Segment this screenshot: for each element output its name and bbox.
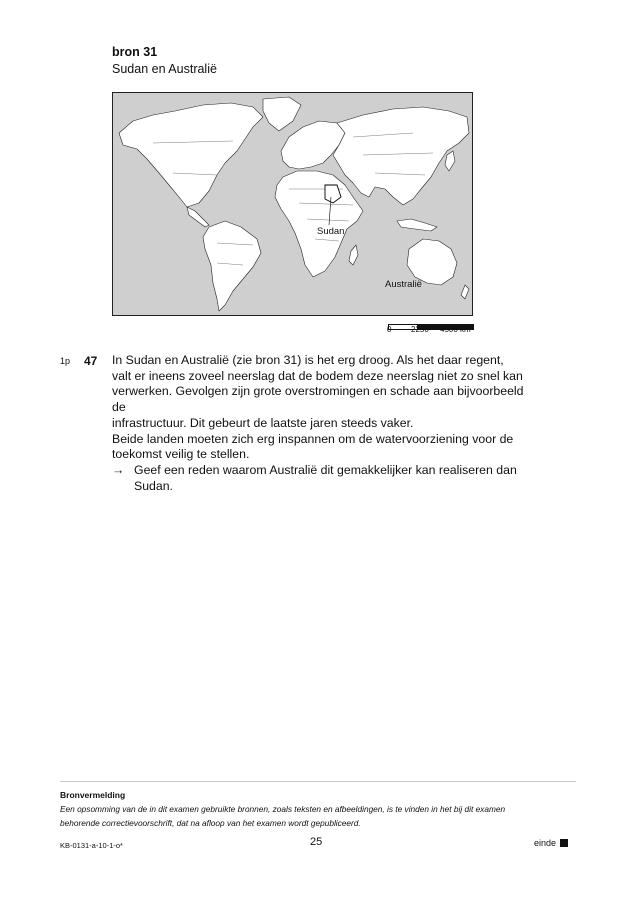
credits-line: Een opsomming van de in dit examen gebruikte bronnen, zoals teksten en afbeeldingen, is te vinden in het bij dit examen — [60, 804, 506, 814]
indonesia-shape — [397, 219, 437, 231]
source-title: bron 31 — [112, 45, 158, 59]
south-america-shape — [203, 221, 261, 311]
japan-shape — [445, 151, 455, 171]
question-number: 47 — [84, 354, 98, 368]
question-line: valt er ineens zoveel neerslag dat de bodem deze neerslag niet zo snel kan — [112, 368, 523, 383]
madagascar-shape — [349, 245, 358, 265]
credits-text — [60, 802, 576, 830]
north-america-shape — [119, 103, 263, 207]
end-square-icon — [560, 839, 568, 847]
scale-label-mid: 2250 — [411, 325, 429, 334]
exam-code: KB-0131-a-10-1-o* — [60, 841, 123, 850]
europe-shape — [281, 121, 345, 169]
scale-label-zero: 0 — [387, 325, 392, 334]
task-line: Sudan. — [134, 478, 173, 493]
task-line: Geef een reden waarom Australië dit gemakkelijker kan realiseren dan — [134, 462, 517, 477]
map-label-sudan: Sudan — [317, 226, 345, 237]
question-line: toekomst veilig te stellen. — [112, 447, 250, 462]
map-label-australia: Australië — [385, 279, 422, 290]
question-line: verwerken. Gevolgen zijn grote overstromingen en schade aan bijvoorbeeld de — [112, 384, 524, 415]
question-text — [112, 353, 532, 494]
page-number: 25 — [310, 836, 323, 848]
greenland-shape — [263, 97, 301, 131]
arrow-right-icon: → — [112, 462, 125, 477]
question-points: 1p — [60, 356, 71, 366]
source-subtitle: Sudan en Australië — [112, 62, 217, 76]
central-america-shape — [187, 207, 209, 227]
question-task — [112, 463, 532, 494]
scale-label-end: 4500 km — [440, 325, 471, 334]
end-label: einde — [534, 838, 557, 848]
footer-divider — [60, 781, 576, 782]
question-line: infrastructuur. Dit gebeurt de laatste jaren steeds vaker. — [112, 415, 414, 430]
question-line: In Sudan en Australië (zie bron 31) is het erg droog. Als het daar regent, — [112, 353, 504, 367]
question-line: Beide landen moeten zich erg inspannen om de watervoorziening voor de — [112, 431, 514, 446]
credits-title: Bronvermelding — [60, 790, 126, 800]
new-zealand-shape — [461, 285, 469, 299]
end-marker — [534, 838, 568, 848]
credits-line: behorende correctievoorschrift, dat na afloop van het examen wordt gepubliceerd. — [60, 818, 361, 828]
